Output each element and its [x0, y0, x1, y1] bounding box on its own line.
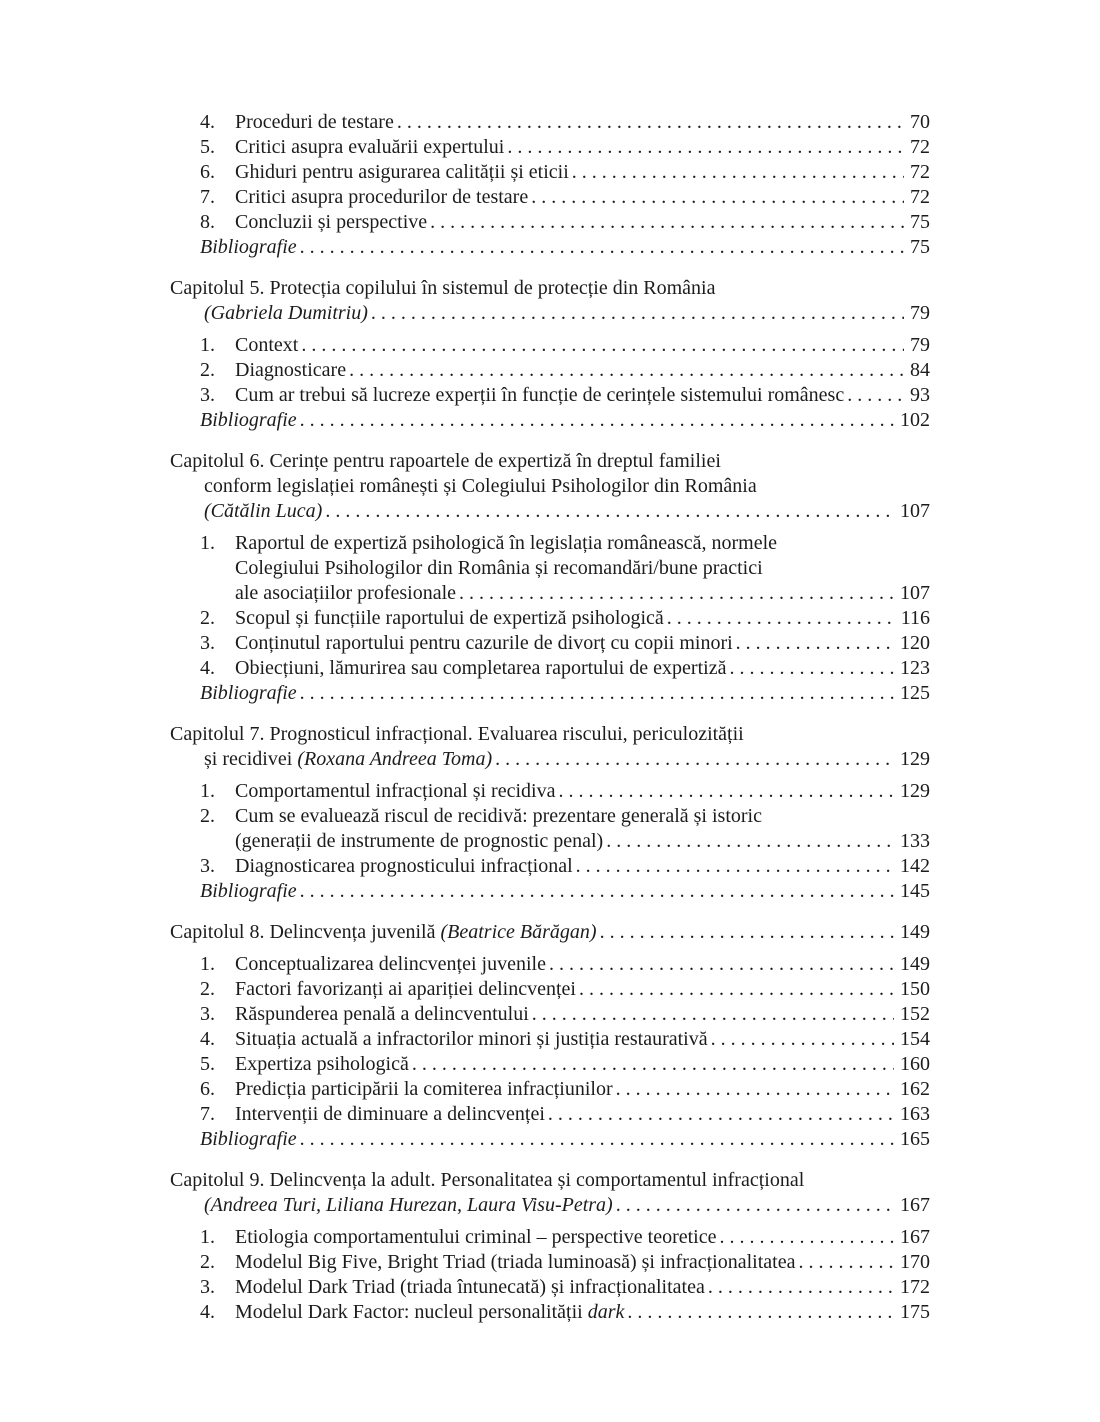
toc-section-capitolul-7: [170, 722, 930, 904]
bibliography-entry: [200, 879, 930, 904]
page-number: 102: [900, 409, 930, 431]
dot-leader: [430, 210, 904, 235]
toc-entry-line: [170, 1300, 930, 1325]
dot-leader: [616, 1193, 894, 1218]
dot-leader: [371, 301, 904, 326]
chapter-title: [170, 1168, 930, 1193]
toc-entry-line: [170, 135, 930, 160]
dot-leader: [711, 1027, 894, 1052]
entry-text: Concluzii și perspective: [235, 211, 428, 233]
bibliography-entry: [200, 235, 930, 260]
page-number: 84: [910, 359, 930, 381]
chapter-title-continued: [204, 499, 930, 524]
page-number: 167: [900, 1226, 930, 1248]
page-number: 142: [900, 855, 930, 877]
dot-leader: [300, 235, 904, 260]
dot-leader: [579, 977, 894, 1002]
dot-leader: [549, 952, 894, 977]
dot-leader: [548, 1102, 894, 1127]
toc-entry-line: [170, 1250, 930, 1275]
entry-text: (Cătălin Luca): [204, 500, 323, 522]
chapter-heading: [170, 1168, 930, 1218]
entry-text: Etiologia comportamentului criminal – perspective teoretice: [235, 1226, 717, 1248]
chapter-title: [170, 449, 930, 474]
chapter-title: [170, 920, 930, 945]
dot-leader: [349, 358, 904, 383]
dot-leader: [507, 135, 904, 160]
dot-leader: [397, 110, 904, 135]
entry-number: 4.: [200, 657, 215, 679]
dot-leader: [572, 160, 904, 185]
entry-number: 2.: [200, 359, 215, 381]
toc-entry-line: [170, 804, 930, 829]
entry-number: 2.: [200, 1251, 215, 1273]
dot-leader: [576, 854, 894, 879]
entry-number: 1.: [200, 334, 215, 356]
toc-entry-line: [170, 656, 930, 681]
toc-entry-line: [170, 110, 930, 135]
toc-section-capitolul-8: [170, 920, 930, 1152]
entry-text: (Gabriela Dumitriu): [204, 302, 368, 324]
toc-entry-line: [170, 977, 930, 1002]
entry-number: 3.: [200, 1276, 215, 1298]
entry-text: Raportul de expertiză psihologică în legislația românească, normele: [235, 532, 778, 554]
page-number: 154: [900, 1028, 930, 1050]
entry-text: Situația actuală a infractorilor minori și justiția restaurativă: [235, 1028, 708, 1050]
entry-number: 1.: [200, 532, 215, 554]
dot-leader: [798, 1250, 894, 1275]
page-number: 152: [900, 1003, 930, 1025]
page-number: 160: [900, 1053, 930, 1075]
entry-text: Obiecțiuni, lămurirea sau completarea raportului de expertiză: [235, 657, 727, 679]
page-number: 162: [900, 1078, 930, 1100]
dot-leader: [300, 681, 894, 706]
dot-leader: [729, 656, 894, 681]
toc-entry-line: [170, 1102, 930, 1127]
page-number: 123: [900, 657, 930, 679]
toc-entry-line: [170, 1027, 930, 1052]
dot-leader: [847, 383, 904, 408]
toc-section-capitolul-5: [170, 276, 930, 433]
entry-text: Proceduri de testare: [235, 111, 394, 133]
entry-number: 3.: [200, 384, 215, 406]
toc-entry-line: [170, 1077, 930, 1102]
chapter-entries: [170, 531, 930, 706]
dot-leader: [708, 1275, 894, 1300]
chapter-title-continued: [204, 747, 930, 772]
dot-leader: [600, 920, 894, 945]
toc-entry-line: [170, 1002, 930, 1027]
entry-text: Critici asupra procedurilor de testare: [235, 186, 529, 208]
dot-leader: [412, 1052, 894, 1077]
toc-entry-line: [235, 829, 930, 854]
entry-text: Modelul Dark Triad (triada întunecată) și infracționalitatea: [235, 1276, 705, 1298]
entry-text: (Andreea Turi, Liliana Hurezan, Laura Visu-Petra): [204, 1194, 613, 1216]
dot-leader: [627, 1300, 894, 1325]
entry-text: și recidivei (Roxana Andreea Toma): [204, 748, 493, 770]
page-number: 129: [900, 780, 930, 802]
page-number: 116: [900, 607, 930, 629]
dot-leader: [300, 1127, 894, 1152]
toc-entry-line: [235, 581, 930, 606]
toc-entry-line: [170, 779, 930, 804]
chapter-title-continued: [204, 301, 930, 326]
dot-leader: [616, 1077, 894, 1102]
toc-entry-line: [170, 606, 930, 631]
toc-entry-line: [170, 358, 930, 383]
dot-leader: [300, 408, 894, 433]
entry-text: Comportamentul infracțional și recidiva: [235, 780, 556, 802]
bibliography-entry: [200, 681, 930, 706]
entry-number: 1.: [200, 1226, 215, 1248]
entry-text: conform legislației românești și Colegiului Psihologilor din România: [204, 475, 757, 497]
page-number: 150: [900, 978, 930, 1000]
toc-entry-line: [170, 160, 930, 185]
chapter-title: [170, 722, 930, 747]
entry-text: (generații de instrumente de prognostic penal): [235, 830, 604, 852]
page-number: 75: [910, 236, 930, 258]
toc-entry-line: [170, 952, 930, 977]
entry-text: Factori favorizanți ai apariției delincvenței: [235, 978, 576, 1000]
page-number: 120: [900, 632, 930, 654]
toc-entry-line: [170, 383, 930, 408]
toc-content: [170, 110, 930, 1325]
chapter-entries: [170, 779, 930, 904]
page-number: 149: [900, 953, 930, 975]
entry-text: Bibliografie: [200, 1128, 297, 1150]
page-number: 72: [910, 161, 930, 183]
chapter-title-continued: [204, 1193, 930, 1218]
toc-entry-line: [170, 531, 930, 556]
entry-text: Conținutul raportului pentru cazurile de divorț cu copii minori: [235, 632, 733, 654]
page-number: 129: [900, 748, 930, 770]
dot-leader: [531, 185, 904, 210]
entry-text: Intervenții de diminuare a delincvenței: [235, 1103, 545, 1125]
chapter-entries: [170, 1225, 930, 1325]
entry-text: Colegiului Psihologilor din România și recomandări/bune practici: [235, 557, 763, 579]
dot-leader: [558, 779, 894, 804]
dot-leader: [720, 1225, 895, 1250]
dot-leader: [606, 829, 894, 854]
entry-number: 7.: [200, 186, 215, 208]
chapter-heading: [170, 276, 930, 326]
dot-leader: [325, 499, 894, 524]
entry-text: Capitolul 7. Prognosticul infracțional. Evaluarea riscului, periculozității: [170, 723, 744, 745]
entry-text: Capitolul 9. Delincvența la adult. Personalitatea și comportamentul infracțional: [170, 1169, 805, 1191]
entry-text: Bibliografie: [200, 880, 297, 902]
entry-text: Diagnosticare: [235, 359, 347, 381]
entry-number: 6.: [200, 161, 215, 183]
entry-text: Bibliografie: [200, 409, 297, 431]
toc-entry-line: [170, 185, 930, 210]
page-number: 79: [910, 334, 930, 356]
toc-entry-line: [170, 1225, 930, 1250]
toc-section-capitolul-6: [170, 449, 930, 706]
entry-text: Modelul Dark Factor: nucleul personalității dark: [235, 1301, 625, 1323]
entry-text: Critici asupra evaluării expertului: [235, 136, 505, 158]
entry-number: 5.: [200, 1053, 215, 1075]
entry-number: 3.: [200, 855, 215, 877]
entry-text: Capitolul 6. Cerințe pentru rapoartele de expertiză în dreptul familiei: [170, 450, 721, 472]
entry-number: 4.: [200, 1028, 215, 1050]
entry-number: 1.: [200, 953, 215, 975]
page-number: 125: [900, 682, 930, 704]
entry-number: 8.: [200, 211, 215, 233]
chapter-entries: [170, 333, 930, 433]
entry-number: 3.: [200, 632, 215, 654]
entry-text: Expertiza psihologică: [235, 1053, 409, 1075]
toc-entry-line: [170, 1052, 930, 1077]
page-number: 145: [900, 880, 930, 902]
entry-number: 2.: [200, 607, 215, 629]
bibliography-entry: [200, 408, 930, 433]
entry-text: Scopul și funcțiile raportului de expertiză psihologică: [235, 607, 664, 629]
dot-leader: [532, 1002, 894, 1027]
entry-text: Context: [235, 334, 299, 356]
dot-leader: [459, 581, 894, 606]
page-number: 79: [910, 302, 930, 324]
dot-leader: [495, 747, 894, 772]
entry-number: 4.: [200, 111, 215, 133]
chapter-title: [170, 276, 930, 301]
entry-text: Cum ar trebui să lucreze experții în funcție de cerințele sistemului românesc: [235, 384, 845, 406]
entry-number: 4.: [200, 1301, 215, 1323]
page-number: 167: [900, 1194, 930, 1216]
page-number: 165: [900, 1128, 930, 1150]
chapter-heading: [170, 449, 930, 524]
page-number: 170: [900, 1251, 930, 1273]
entry-text: Capitolul 8. Delincvența juvenilă (Beatrice Bărăgan): [170, 921, 597, 943]
entry-number: 3.: [200, 1003, 215, 1025]
page-number: 175: [900, 1301, 930, 1323]
entry-number: 2.: [200, 978, 215, 1000]
chapter-entries: [170, 952, 930, 1152]
entry-text: Capitolul 5. Protecția copilului în sistemul de protecție din România: [170, 277, 716, 299]
entry-text: Predicția participării la comiterea infracțiunilor: [235, 1078, 613, 1100]
chapter-heading: [170, 920, 930, 945]
entry-text: Bibliografie: [200, 236, 297, 258]
entry-text: Modelul Big Five, Bright Triad (triada luminoasă) și infracționalitatea: [235, 1251, 796, 1273]
page-number: 107: [900, 500, 930, 522]
entry-text: Ghiduri pentru asigurarea calității și eticii: [235, 161, 569, 183]
page-number: 72: [910, 186, 930, 208]
page-number: 107: [900, 582, 930, 604]
entry-number: 5.: [200, 136, 215, 158]
page-number: 163: [900, 1103, 930, 1125]
entry-text: Cum se evaluează riscul de recidivă: prezentare generală și istoric: [235, 805, 762, 827]
toc-section-capitolul-4-continuare: [170, 110, 930, 260]
entry-text: Conceptualizarea delincvenței juvenile: [235, 953, 546, 975]
chapter-title-continued: [204, 474, 930, 499]
entry-number: 6.: [200, 1078, 215, 1100]
entry-number: 1.: [200, 780, 215, 802]
entry-number: 7.: [200, 1103, 215, 1125]
entry-text: Diagnosticarea prognosticului infracțional: [235, 855, 573, 877]
dot-leader: [301, 333, 904, 358]
chapter-heading: [170, 722, 930, 772]
toc-entry-line: [170, 854, 930, 879]
page-number: 133: [900, 830, 930, 852]
toc-entry-line: [235, 556, 930, 581]
entry-number: 2.: [200, 805, 215, 827]
dot-leader: [667, 606, 895, 631]
toc-entry-line: [170, 210, 930, 235]
bibliography-entry: [200, 1127, 930, 1152]
toc-entry-line: [170, 631, 930, 656]
page-number: 172: [900, 1276, 930, 1298]
chapter-entries: [170, 110, 930, 260]
page-number: 75: [910, 211, 930, 233]
page-number: 70: [910, 111, 930, 133]
page-number: 93: [910, 384, 930, 406]
toc-entry-line: [170, 1275, 930, 1300]
page-number: 72: [910, 136, 930, 158]
entry-text: Bibliografie: [200, 682, 297, 704]
page-number: 149: [900, 921, 930, 943]
entry-text: ale asociațiilor profesionale: [235, 582, 457, 604]
toc-section-capitolul-9: [170, 1168, 930, 1325]
dot-leader: [736, 631, 894, 656]
entry-text: Răspunderea penală a delincventului: [235, 1003, 529, 1025]
toc-entry-line: [170, 333, 930, 358]
dot-leader: [300, 879, 894, 904]
